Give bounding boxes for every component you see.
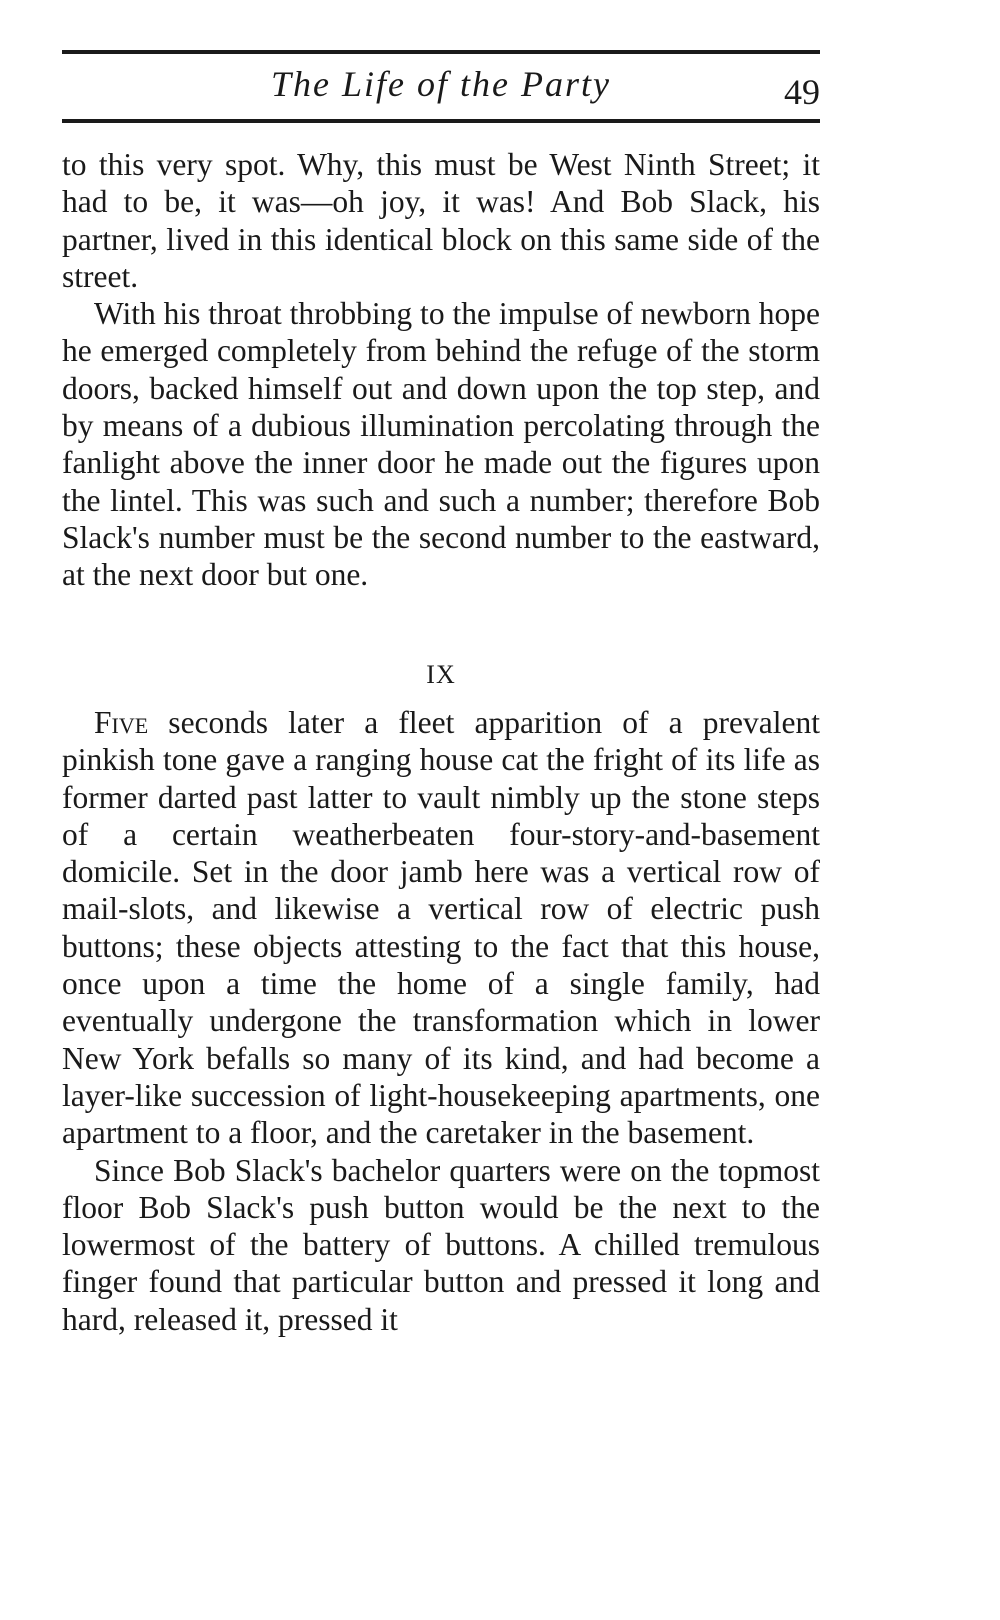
book-page (62, 0, 820, 1620)
section-first-paragraph (62, 704, 820, 1152)
text-block-section (62, 704, 820, 1338)
running-head (62, 60, 820, 116)
paragraph-continued: to this very spot. Why, this must be West Ninth Street; it had to be, it was—oh joy, it was! And Bob Slack, his partner, lived in this identical block on this same side of the street. (62, 147, 820, 294)
section-heading: IX (426, 660, 456, 689)
text-block-before-section (62, 146, 820, 594)
page-number: 49 (784, 72, 820, 112)
paragraph: With his throat throbbing to the impulse of newborn hope he emerged completely from behind the refuge of the storm doors, backed himself out and down upon the top step, and by means of a dubious illumination percolating through the fanlight above the inner door he made out the figures upon the lintel. This was such and such a number; therefore Bob Slack's number must be the second number to the eastward, at the next door but one. (62, 296, 820, 593)
section-first-paragraph-text: seconds later a fleet apparition of a prevalent pinkish tone gave a ranging house cat the fright of its life as former darted past latter to vault nimbly up the stone steps of a certain weatherbeaten four-story-and-basement domicile. Set in the door jamb here was a vertical row of mail-slots, and likewise a vertical row of electric push buttons; these objects attesting to the fact that this house, once upon a time the home of a single family, had eventually undergone the transformation which in lower New York befalls so many of its kind, and had become a layer-like succession of light-housekeeping apartments, one apartment to a floor, and the caretaker in the basement. (62, 705, 820, 1151)
header-rule-bottom (62, 119, 820, 123)
paragraph: Since Bob Slack's bachelor quarters were on the topmost floor Bob Slack's push button would be the next to the lowermost of the battery of buttons. A chilled tremulous finger found that particular button and pressed it long and hard, released it, pressed it (62, 1152, 820, 1337)
running-title: The Life of the Party (271, 64, 611, 104)
header-rule-top (62, 50, 820, 54)
lead-word: Five (94, 705, 149, 740)
